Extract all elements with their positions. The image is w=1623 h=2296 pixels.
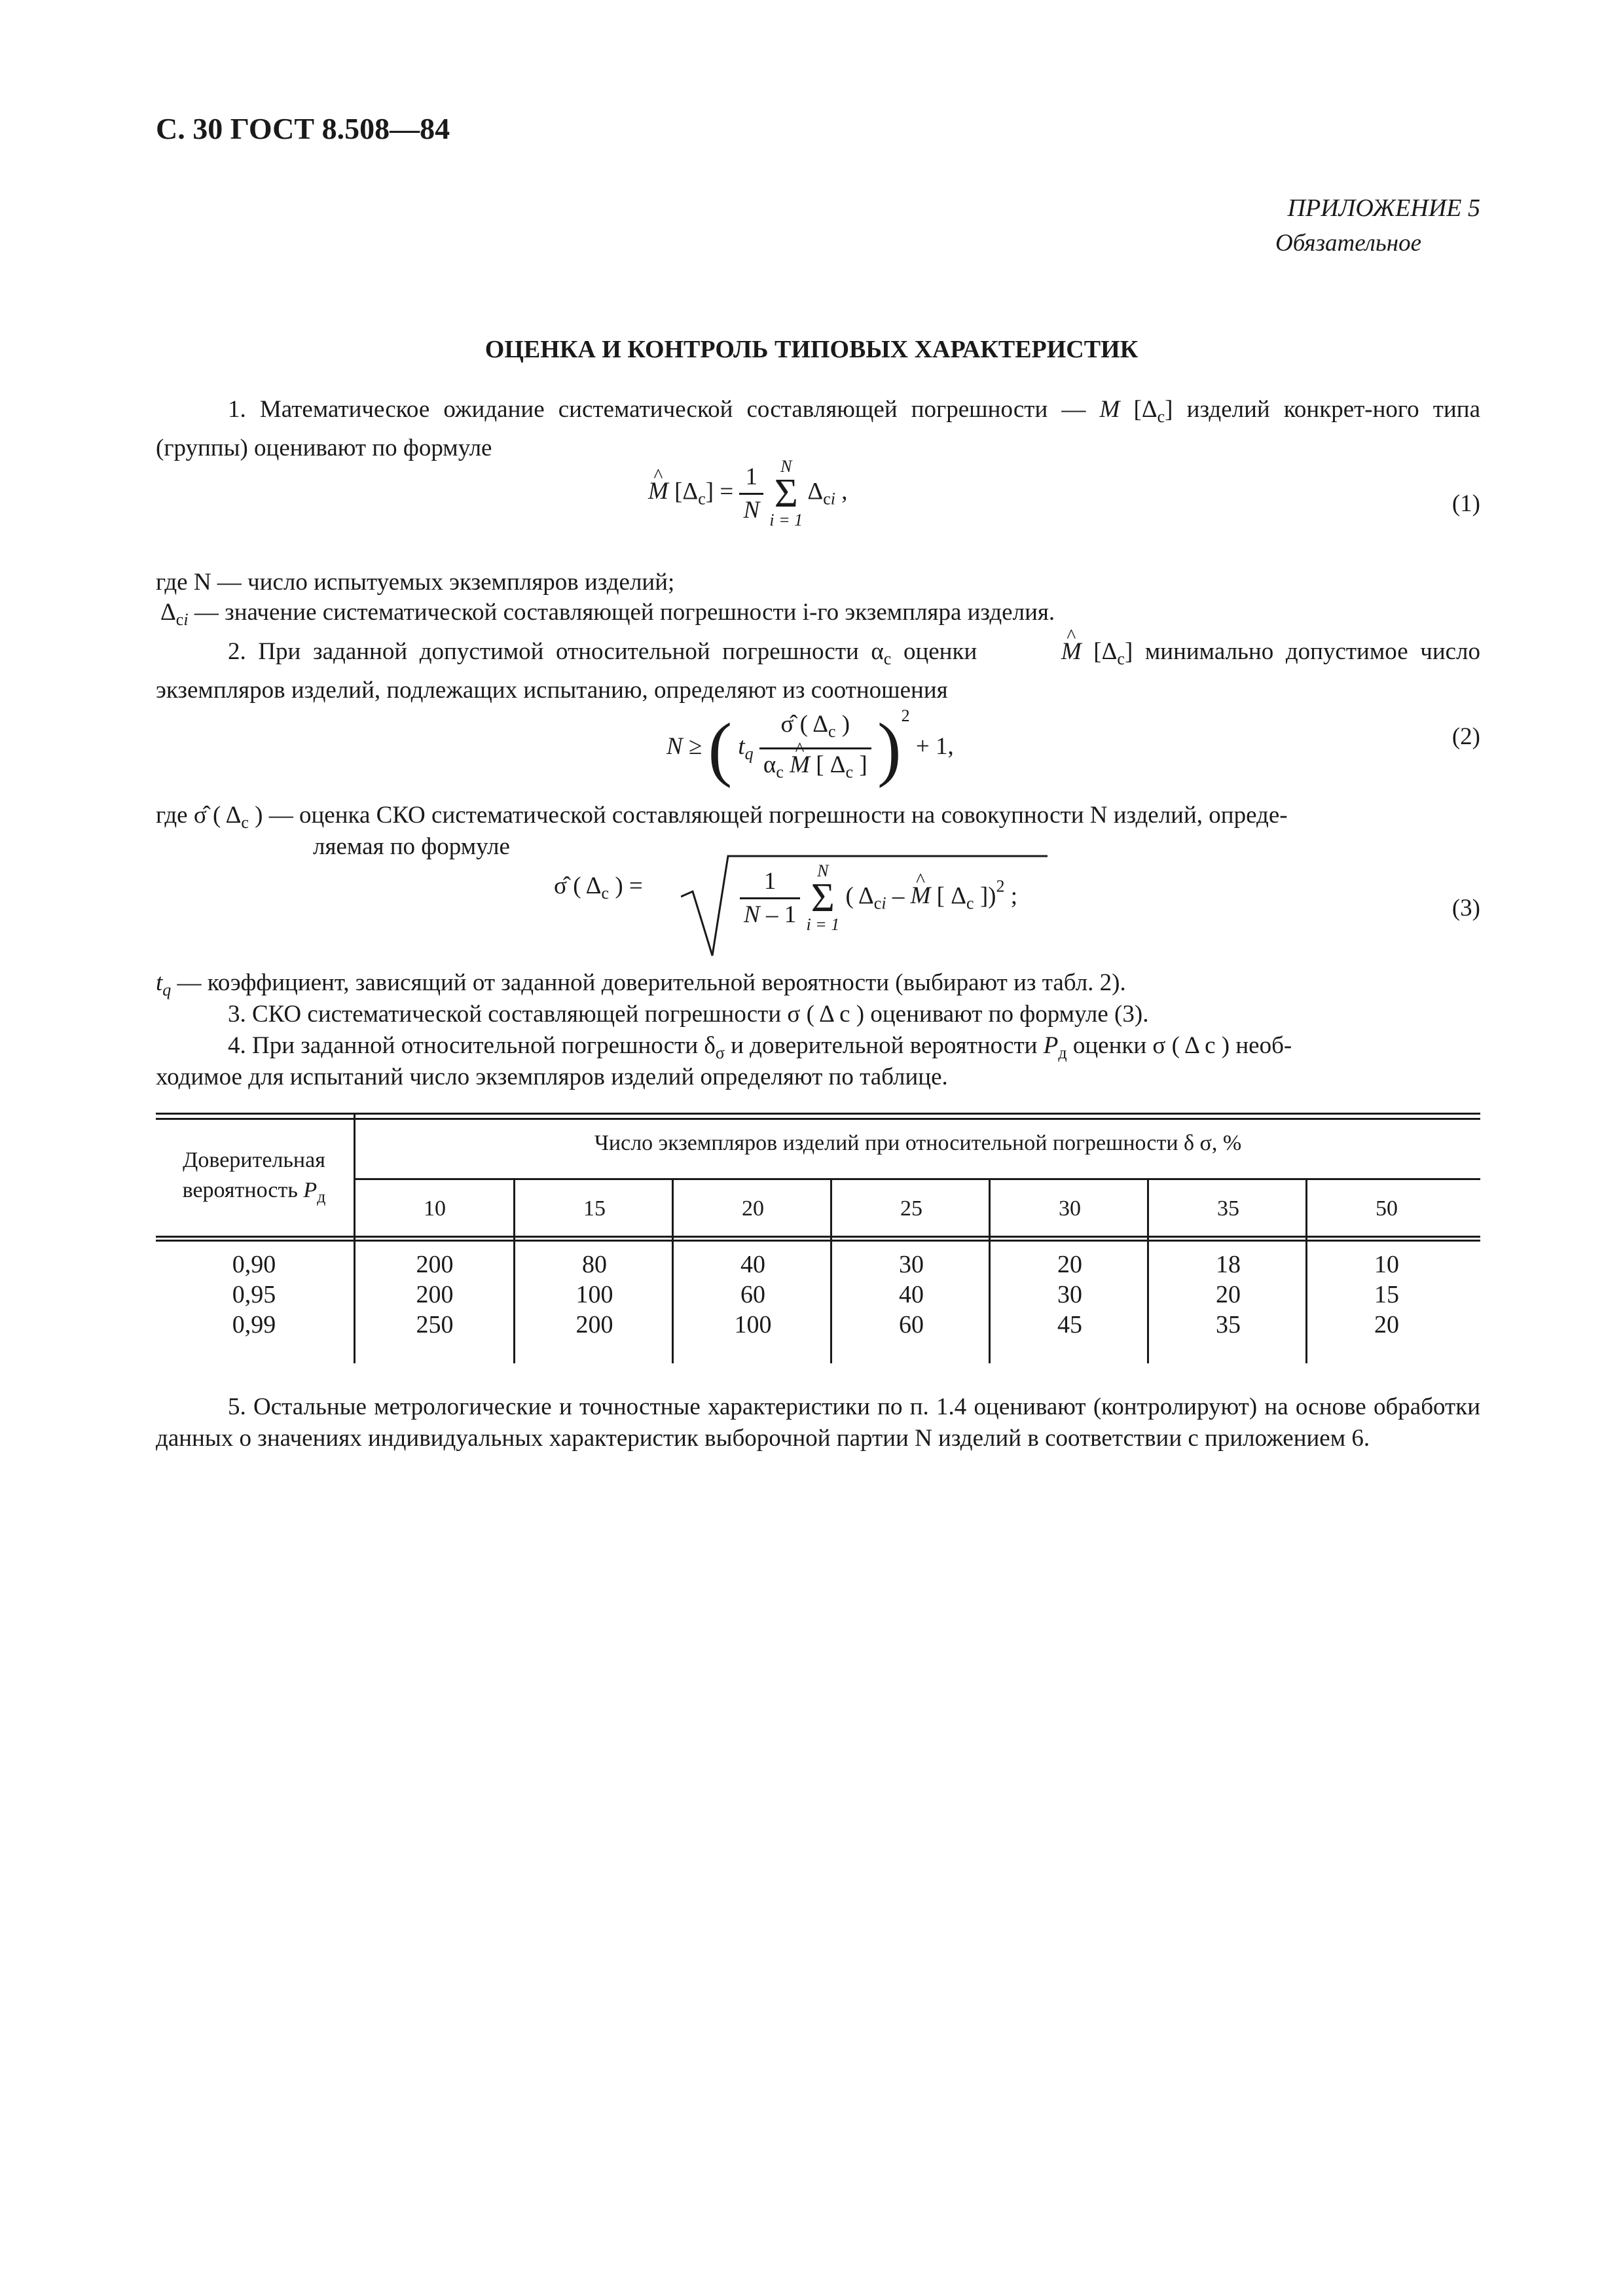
table-column-header: 10 (424, 1196, 446, 1221)
tq-definition: $t_q$ — коэффициент, зависящий от заданной доверительной вероятности (выбирают из табл. 2). (156, 969, 1126, 999)
where-delta-ci: $\Delta_{сi}$ — значение систематической составляющей погрешности i-го экземпляра изделия. (160, 599, 1055, 629)
table-cell: 35 (1216, 1311, 1241, 1338)
table-cell: 30 (899, 1251, 924, 1278)
table-cell: 60 (740, 1281, 765, 1308)
table-cell: 30 (1057, 1281, 1082, 1308)
equation-3-radicand: $\frac{1}{N - 1}$ N Σ i = 1 ( $\Delta_{сi}$ – ^ M [ $\Delta_с$ ])$^2$ ; (740, 863, 1017, 933)
table-cell: 80 (582, 1251, 607, 1278)
paragraph-1: 1. Математическое ожидание систематической составляющей погрешности — M $[\Delta_с]$ изделий конкрет-ного типа (группы) оценивают по формуле (156, 396, 1481, 461)
equation-3: σ̂ ( $\Delta_с$ ) = (554, 872, 643, 903)
table-cell: 10 (1374, 1251, 1399, 1278)
table-row-header: Доверительная вероятность $P_д$ (182, 1148, 326, 1206)
table-cell: 200 (575, 1311, 613, 1338)
equation-1-number: (1) (1451, 490, 1480, 517)
table-cell: 18 (1216, 1251, 1241, 1278)
table-cell: 20 (1057, 1251, 1082, 1278)
table-cell: 200 (416, 1251, 454, 1278)
equation-1: ^ M $[\Delta_с]$ = $\frac{1}{N}$ N Σ i = 1 $\Delta_{сi}$ , (648, 458, 847, 529)
table-column-header: 50 (1376, 1196, 1398, 1221)
paragraph-4-cont: ходимое для испытаний число экземпляров изделий определяют по таблице. (156, 1064, 948, 1090)
table-column-header: 20 (742, 1196, 764, 1221)
table-cell: 100 (575, 1281, 613, 1308)
table-column-header: 35 (1217, 1196, 1239, 1221)
appendix-label: ПРИЛОЖЕНИЕ 5 (1287, 194, 1480, 222)
paragraph-4: 4. При заданной относительной погрешности $\delta_\sigma$ и доверительной вероятности $P_д$ оценки σ ( Δ с ) необ- (228, 1032, 1292, 1062)
section-title: ОЦЕНКА И КОНТРОЛЬ ТИПОВЫХ ХАРАКТЕРИСТИК (484, 336, 1139, 363)
page-header: С. 30 ГОСТ 8.508—84 (156, 112, 450, 145)
table-cell: 40 (740, 1251, 765, 1278)
equation-2-number: (2) (1451, 723, 1480, 750)
table-cell: 40 (899, 1281, 924, 1308)
table-group-header: Число экземпляров изделий при относительной погрешности δ σ, % (594, 1131, 1242, 1155)
equation-2: N ≥ ( $t_q$ $\frac{\sigmâ ( \Delta_с )}{\alpha_с \^{} M [ \Delta_с ]}$ )$^2$ + 1, (666, 700, 954, 788)
equation-3-number: (3) (1451, 895, 1480, 922)
paragraph-5: 5. Остальные метрологические и точностные характеристики по п. 1.4 оценивают (контролируют) на основе обработки данных о значениях индивидуальных характеристик выборочной партии N изделий в соответствии с приложением 6. (156, 1393, 1480, 1452)
appendix-label-block (1087, 194, 1480, 257)
table-head-rule-2 (156, 1240, 1480, 1242)
table-cell-probability: 0,90 (232, 1251, 276, 1278)
table-column-header: 15 (583, 1196, 606, 1221)
paragraph-2: 2. При заданной допустимой относительной погрешности $\alpha_с$ оценки ^ M $[\Delta_с]$ минимально допустимое число экземпляров изделий, подлежащих испытанию, определяют из соотношения (156, 636, 1480, 706)
table-head-rule (156, 1236, 1480, 1238)
table-cell: 45 (1057, 1311, 1082, 1338)
appendix-status: Обязательное (1275, 230, 1421, 257)
table-cell: 20 (1216, 1281, 1241, 1308)
where-n: где N — число испытуемых экземпляров изделий; (156, 569, 675, 596)
table-cell: 200 (416, 1281, 454, 1308)
table-cell-probability: 0,99 (232, 1311, 276, 1338)
table-group-rule (354, 1178, 1480, 1180)
table-column-header: 25 (900, 1196, 922, 1221)
where-sigma-hat-cont: ляемая по формуле (313, 833, 510, 860)
table-column-header: 30 (1059, 1196, 1081, 1221)
table-cell: 15 (1374, 1281, 1399, 1308)
table-cell: 20 (1374, 1311, 1399, 1338)
where-sigma-hat: где σ̂ ( $\Delta_с$ ) — оценка СКО систематической составляющей погрешности на совокупности N изделий, опреде- (156, 802, 1288, 832)
paragraph-3: 3. СКО систематической составляющей погрешности σ ( Δ с ) оценивают по формуле (3). (228, 1001, 1149, 1028)
table-cell: 100 (734, 1311, 772, 1338)
table-cell: 60 (899, 1311, 924, 1338)
table-cell: 250 (416, 1311, 454, 1338)
table-cell-probability: 0,95 (232, 1281, 276, 1308)
